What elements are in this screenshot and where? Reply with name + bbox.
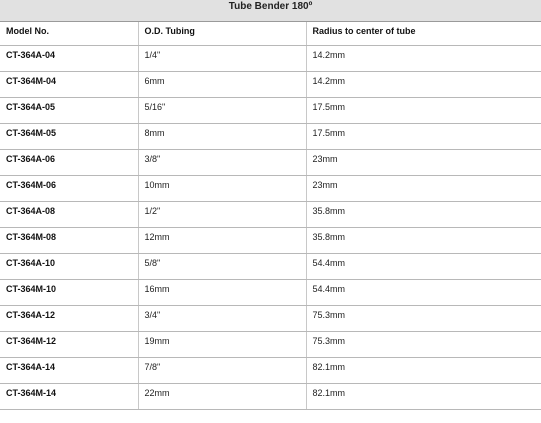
table-row — [0, 384, 541, 410]
header-od-tubing: O.D. Tubing — [138, 22, 306, 46]
cell-model-no: CT-364M-10 — [0, 280, 138, 306]
cell-od-tubing: 7/8" — [138, 358, 306, 384]
cell-model-no: CT-364M-08 — [0, 228, 138, 254]
cell-radius: 75.3mm — [306, 332, 541, 358]
cell-model-no: CT-364A-10 — [0, 254, 138, 280]
cell-model-no: CT-364A-05 — [0, 98, 138, 124]
cell-model-no: CT-364A-08 — [0, 202, 138, 228]
cell-radius: 17.5mm — [306, 98, 541, 124]
table-row — [0, 306, 541, 332]
header-radius: Radius to center of tube — [306, 22, 541, 46]
cell-radius: 82.1mm — [306, 358, 541, 384]
cell-model-no: CT-364A-04 — [0, 46, 138, 72]
table-row — [0, 228, 541, 254]
cell-od-tubing: 5/8" — [138, 254, 306, 280]
cell-model-no: CT-364M-12 — [0, 332, 138, 358]
table-row — [0, 332, 541, 358]
cell-radius: 54.4mm — [306, 280, 541, 306]
cell-od-tubing: 6mm — [138, 72, 306, 98]
cell-radius: 54.4mm — [306, 254, 541, 280]
cell-od-tubing: 12mm — [138, 228, 306, 254]
cell-od-tubing: 1/2" — [138, 202, 306, 228]
table-row — [0, 358, 541, 384]
header-model-no: Model No. — [0, 22, 138, 46]
cell-radius: 23mm — [306, 150, 541, 176]
cell-od-tubing: 3/8" — [138, 150, 306, 176]
cell-radius: 17.5mm — [306, 124, 541, 150]
cell-radius: 82.1mm — [306, 384, 541, 410]
cell-radius: 35.8mm — [306, 202, 541, 228]
cell-od-tubing: 10mm — [138, 176, 306, 202]
cell-model-no: CT-364A-06 — [0, 150, 138, 176]
cell-model-no: CT-364A-12 — [0, 306, 138, 332]
cell-model-no: CT-364M-04 — [0, 72, 138, 98]
cell-od-tubing: 5/16" — [138, 98, 306, 124]
cell-od-tubing: 8mm — [138, 124, 306, 150]
cell-radius: 14.2mm — [306, 72, 541, 98]
cell-od-tubing: 22mm — [138, 384, 306, 410]
table-row — [0, 176, 541, 202]
cell-od-tubing: 1/4" — [138, 46, 306, 72]
table-title-row — [0, 0, 541, 22]
table-row — [0, 254, 541, 280]
table-row — [0, 202, 541, 228]
table-row — [0, 150, 541, 176]
table-row — [0, 46, 541, 72]
cell-radius: 75.3mm — [306, 306, 541, 332]
table-row — [0, 98, 541, 124]
cell-od-tubing: 3/4" — [138, 306, 306, 332]
cell-model-no: CT-364M-05 — [0, 124, 138, 150]
cell-radius: 23mm — [306, 176, 541, 202]
cell-radius: 14.2mm — [306, 46, 541, 72]
cell-od-tubing: 16mm — [138, 280, 306, 306]
table-row — [0, 124, 541, 150]
table-row — [0, 280, 541, 306]
cell-od-tubing: 19mm — [138, 332, 306, 358]
table-row — [0, 72, 541, 98]
cell-radius: 35.8mm — [306, 228, 541, 254]
cell-model-no: CT-364M-06 — [0, 176, 138, 202]
cell-model-no: CT-364A-14 — [0, 358, 138, 384]
table-header-row — [0, 22, 541, 46]
cell-model-no: CT-364M-14 — [0, 384, 138, 410]
table-title: Tube Bender 180º — [0, 0, 541, 22]
